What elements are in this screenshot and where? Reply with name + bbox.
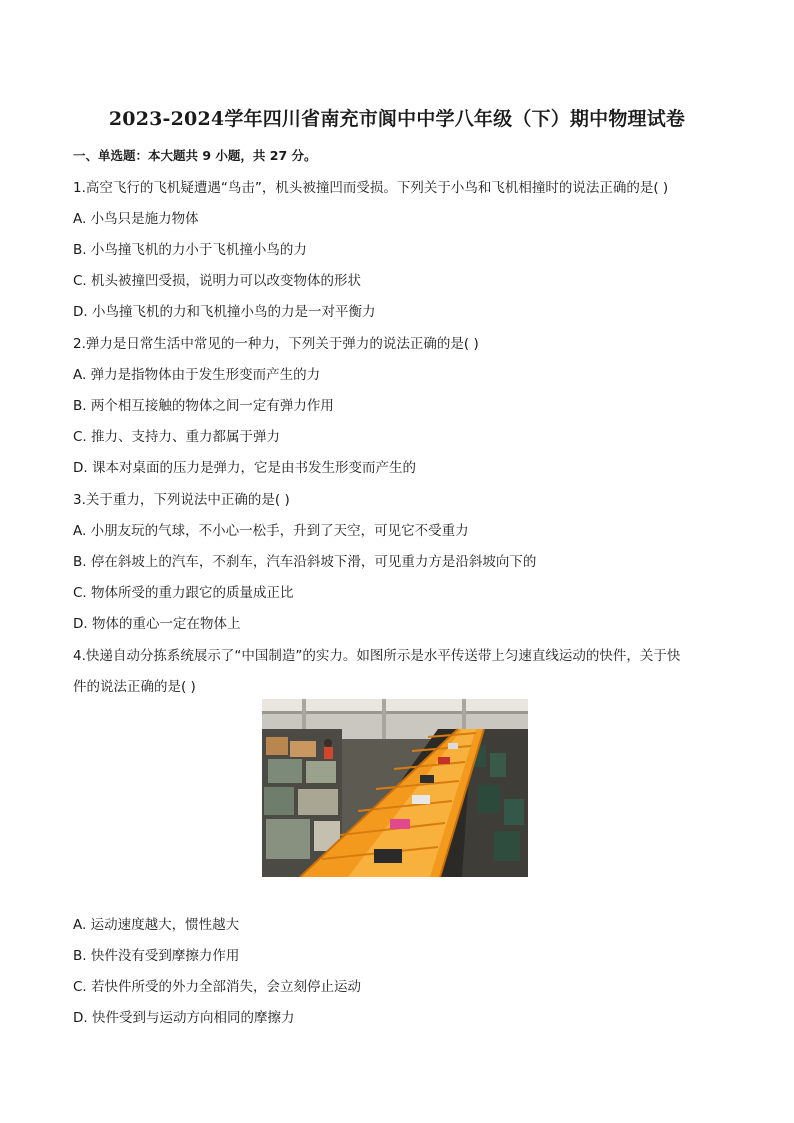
section-header: 一、单选题：本大题共 9 小题，共 27 分。: [73, 148, 317, 163]
question-1-option-a: A. 小鸟只是施力物体: [73, 211, 199, 227]
question-4-stem-line1: 4.快递自动分拣系统展示了“中国制造”的实力。如图所示是水平传送带上匀速直线运动的快件，关于快: [73, 648, 681, 664]
question-3-option-a: A. 小朋友玩的气球，不小心一松手，升到了天空，可见它不受重力: [73, 523, 469, 539]
question-2-option-a: A. 弹力是指物体由于发生形变而产生的力: [73, 367, 321, 383]
question-2-option-d: D. 课本对桌面的压力是弹力，它是由书发生形变而产生的: [73, 460, 416, 476]
conveyor-sorting-photo: [262, 699, 528, 877]
question-3-stem: 3.关于重力，下列说法中正确的是( ): [73, 492, 290, 508]
question-1-option-b: B. 小鸟撞飞机的力小于飞机撞小鸟的力: [73, 242, 307, 258]
question-2-option-b: B. 两个相互接触的物体之间一定有弹力作用: [73, 398, 334, 414]
question-3-option-d: D. 物体的重心一定在物体上: [73, 616, 241, 632]
question-2-stem: 2.弹力是日常生活中常见的一种力，下列关于弹力的说法正确的是( ): [73, 336, 479, 352]
question-1-stem: 1.高空飞行的飞机疑遭遇“鸟击”，机头被撞凹而受损。下列关于小鸟和飞机相撞时的说法正确的是( ): [73, 180, 669, 196]
question-1-option-c: C. 机头被撞凹受损，说明力可以改变物体的形状: [73, 273, 362, 289]
question-4-stem-line2: 件的说法正确的是( ): [73, 679, 196, 695]
question-1-option-d: D. 小鸟撞飞机的力和飞机撞小鸟的力是一对平衡力: [73, 304, 376, 320]
question-4-option-a: A. 运动速度越大，惯性越大: [73, 917, 240, 933]
question-4-option-d: D. 快件受到与运动方向相同的摩擦力: [73, 1010, 295, 1026]
question-3-option-b: B. 停在斜坡上的汽车，不刹车，汽车沿斜坡下滑，可见重力方是沿斜坡向下的: [73, 554, 537, 570]
page-title: 2023-2024学年四川省南充市阆中中学八年级（下）期中物理试卷: [108, 108, 686, 130]
question-4-option-c: C. 若快件所受的外力全部消失，会立刻停止运动: [73, 979, 362, 995]
question-3-option-c: C. 物体所受的重力跟它的质量成正比: [73, 585, 294, 601]
question-4-option-b: B. 快件没有受到摩擦力作用: [73, 948, 240, 964]
question-2-option-c: C. 推力、支持力、重力都属于弹力: [73, 429, 281, 445]
